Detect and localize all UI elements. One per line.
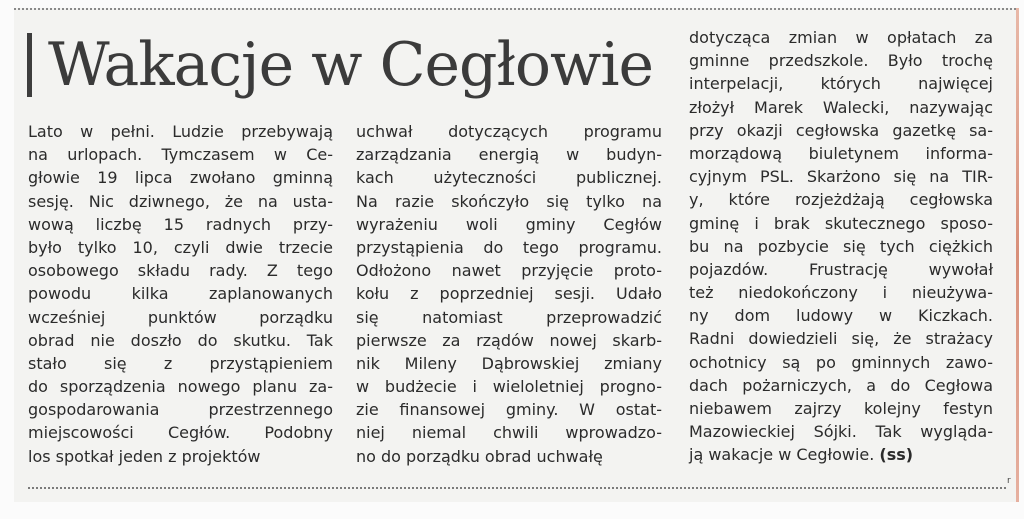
text-line-content: sesję. Nic dziwnego, że na usta- (28, 191, 333, 211)
text-line-content: kach użyteczności publicznej. (356, 168, 662, 188)
text-line (689, 26, 993, 49)
text-line (356, 259, 662, 282)
text-line-content: wyrażeniu woli gminy Cegłów (356, 214, 662, 234)
article-column-3 (689, 26, 993, 467)
text-line (689, 119, 993, 142)
text-line-content: wową liczbę 15 radnych przy- (28, 214, 333, 234)
text-line-content: kołu z poprzedniej sesji. Udało (356, 284, 662, 304)
text-line-content: obrad nie doszło do skutku. Tak (28, 330, 333, 350)
text-line-content: los spotkał jeden z projektów (28, 446, 261, 466)
text-line (356, 120, 662, 143)
text-line (689, 304, 993, 327)
text-line-content: Na razie skończyło się tylko na (356, 191, 662, 211)
text-line (356, 213, 662, 236)
text-line-content: stało się z przystąpieniem (28, 353, 333, 373)
text-line-content: miejscowości Cegłów. Podobny (28, 423, 333, 443)
text-line (689, 235, 993, 258)
text-line (28, 213, 333, 236)
text-line (689, 188, 993, 211)
text-line-content: gminne przedszkole. Było trochę (689, 51, 993, 71)
text-line-content: Odłożono nawet przyjęcie proto- (356, 261, 662, 281)
text-line-content: Lato w pełni. Ludzie przebywają (28, 122, 333, 141)
text-line-content: dotycząca zmian w opłatach za (689, 28, 993, 47)
text-line (689, 142, 993, 165)
text-line (28, 282, 333, 305)
text-line (689, 281, 993, 304)
text-line (28, 398, 333, 421)
text-line (356, 166, 662, 189)
text-line (689, 420, 993, 443)
text-line-content: złożył Marek Walecki, nazywając (689, 97, 993, 117)
text-line (689, 212, 993, 235)
text-line-content: zarządzania energią w budyn- (356, 145, 662, 165)
text-line-content: przystąpienia do tego programu. (356, 237, 662, 257)
author-signature: (ss) (879, 445, 914, 465)
text-line (689, 258, 993, 281)
text-line-content: zie finansowej gminy. W ostat- (356, 400, 662, 420)
text-line-content: powodu kilka zaplanowanych (28, 284, 333, 304)
text-line-content: osobowego składu rady. Z tego (28, 261, 333, 281)
text-line (689, 165, 993, 188)
article-column-2 (356, 120, 662, 468)
text-line (28, 236, 333, 259)
headline-bar (27, 33, 32, 97)
text-line-content: w budżecie i wieloletniej progno- (356, 377, 662, 397)
text-line (356, 375, 662, 398)
text-line (689, 443, 993, 466)
text-line-content: głowie 19 lipca zwołano gminną (28, 168, 333, 188)
top-dotted-rule (14, 8, 1016, 10)
text-line-content: pojazdów. Frustrację wywołał (689, 259, 993, 279)
text-line-content: ochotnicy są po gminnych zawo- (689, 352, 993, 372)
text-line-content: gminę i brak skutecznego sposo- (689, 213, 993, 233)
text-line (28, 375, 333, 398)
text-line-content: ją wakacje w Cegłowie. (689, 445, 875, 465)
text-line (28, 166, 333, 189)
text-line (356, 282, 662, 305)
text-line-content: y, które rozjeżdżają cegłowska (689, 190, 993, 210)
text-line (356, 352, 662, 375)
text-line (356, 236, 662, 259)
text-line-content: morządową biuletynem informa- (689, 143, 993, 163)
text-line (28, 306, 333, 329)
text-line-content: wcześniej punktów porządku (28, 307, 333, 327)
text-line-content: interpelacji, których najwięcej (689, 74, 993, 94)
text-line (28, 421, 333, 444)
text-line-content: niebawem zajrzy kolejny festyn (689, 399, 993, 418)
text-line-content: do sporządzenia nowego planu za- (28, 377, 333, 397)
text-line-content: no do porządku obrad uchwałę (356, 446, 603, 466)
text-line (28, 259, 333, 282)
text-line (356, 329, 662, 352)
text-line-content: ny dom ludowy w Kiczkach. (689, 306, 993, 326)
text-line (28, 143, 333, 166)
text-line (689, 49, 993, 72)
text-line (689, 72, 993, 95)
text-line (28, 445, 333, 468)
text-line (689, 397, 993, 420)
text-line-content: bu na pozbycie się tych ciężkich (689, 236, 993, 256)
text-line-content: cyjnym PSL. Skarżono się na TIR- (689, 167, 993, 187)
text-line (28, 120, 333, 143)
corner-mark: r (1007, 476, 1011, 486)
text-line-content: było tylko 10, czyli dwie trzecie (28, 237, 333, 257)
text-line (356, 398, 662, 421)
text-line-content: Mazowieckiej Sójki. Tak wygląda- (689, 422, 993, 442)
text-line (689, 374, 993, 397)
text-line (356, 143, 662, 166)
text-line-content: przy okazji cegłowska gazetkę sa- (689, 120, 993, 140)
text-line (356, 306, 662, 329)
article-column-1 (28, 120, 333, 468)
text-line (28, 352, 333, 375)
text-line (356, 421, 662, 444)
text-line-content: uchwał dotyczących programu (356, 122, 662, 141)
text-line (689, 351, 993, 374)
text-line-content: niej niemal chwili wprowadzo- (356, 423, 662, 443)
text-line (689, 327, 993, 350)
page-edge (1016, 8, 1019, 502)
bottom-dotted-rule (28, 487, 1006, 489)
headline: Wakacje w Cegłowie (48, 30, 654, 100)
text-line-content: Radni dowiedzieli się, że strażacy (689, 329, 993, 349)
text-line-content: gospodarowania przestrzennego (28, 400, 333, 420)
text-line (689, 96, 993, 119)
text-line-content: pierwsze za rządów nowej skarb- (356, 330, 662, 350)
text-line-content: na urlopach. Tymczasem w Ce- (28, 145, 333, 165)
text-line (28, 329, 333, 352)
text-line (356, 190, 662, 213)
text-line (356, 445, 662, 468)
text-line (28, 190, 333, 213)
text-line-content: też niedokończony i nieużywa- (689, 283, 993, 303)
text-line-content: dach pożarniczych, a do Cegłowa (689, 375, 993, 395)
text-line-content: nik Mileny Dąbrowskiej zmiany (356, 353, 662, 373)
text-line-content: się natomiast przeprowadzić (356, 307, 662, 327)
